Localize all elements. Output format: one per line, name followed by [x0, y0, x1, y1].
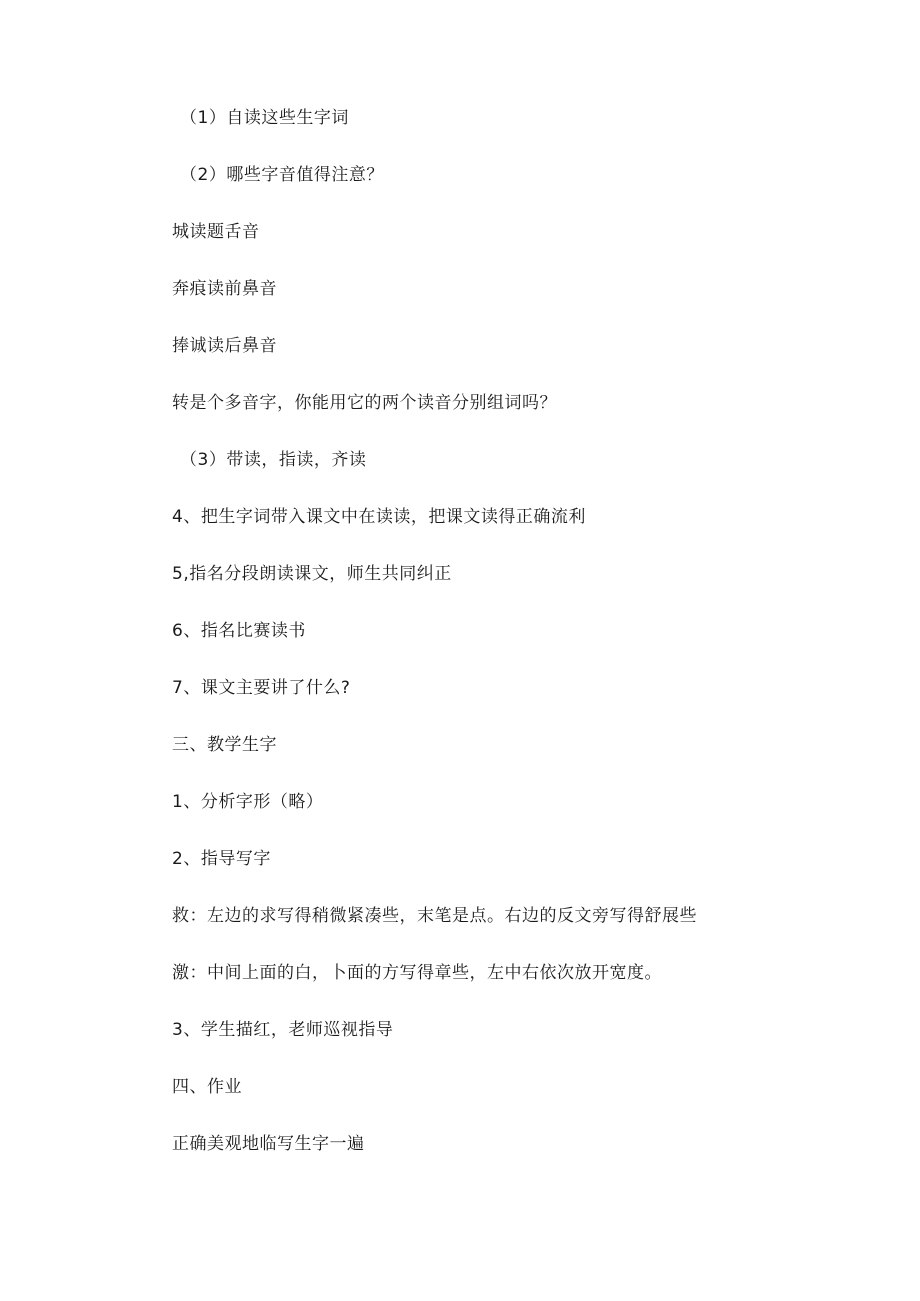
char-step-2-guide-writing: 2、指导写字: [172, 849, 271, 869]
note-retroflex: 城读题舌音: [172, 222, 260, 242]
char-step-1-analyze: 1、分析字形（略）: [172, 792, 324, 812]
step-5-paragraph-reading: 5,指名分段朗读课文，师生共同纠正: [172, 564, 452, 584]
step-4-read-text: 4、把生字词带入课文中在读读，把课文读得正确流利: [172, 507, 586, 527]
note-front-nasal: 奔痕读前鼻音: [172, 279, 277, 299]
note-back-nasal: 捧诚读后鼻音: [172, 336, 277, 356]
note-polyphonic: 转是个多音字，你能用它的两个读音分别组词吗？: [172, 393, 557, 413]
step-lead-reading: （3）带读，指读，齐读: [180, 450, 367, 470]
step-pronunciation-question: （2）哪些字音值得注意？: [180, 165, 384, 185]
step-7-main-idea: 7、课文主要讲了什么?: [172, 678, 351, 698]
writing-note-ji: 激：中间上面的白，卜面的方写得章些，左中右依次放开宽度。: [172, 963, 662, 983]
section-heading-characters: 三、教学生字: [172, 735, 277, 755]
homework-task: 正确美观地临写生字一遍: [172, 1134, 365, 1154]
step-6-reading-contest: 6、指名比赛读书: [172, 621, 306, 641]
section-heading-homework: 四、作业: [172, 1077, 242, 1097]
char-step-3-tracing: 3、学生描红，老师巡视指导: [172, 1020, 394, 1040]
step-self-read: （1）自读这些生字词: [180, 108, 349, 128]
writing-note-jiu: 救：左边的求写得稍微紧凑些，末笔是点。右边的反文旁写得舒展些: [172, 906, 697, 926]
